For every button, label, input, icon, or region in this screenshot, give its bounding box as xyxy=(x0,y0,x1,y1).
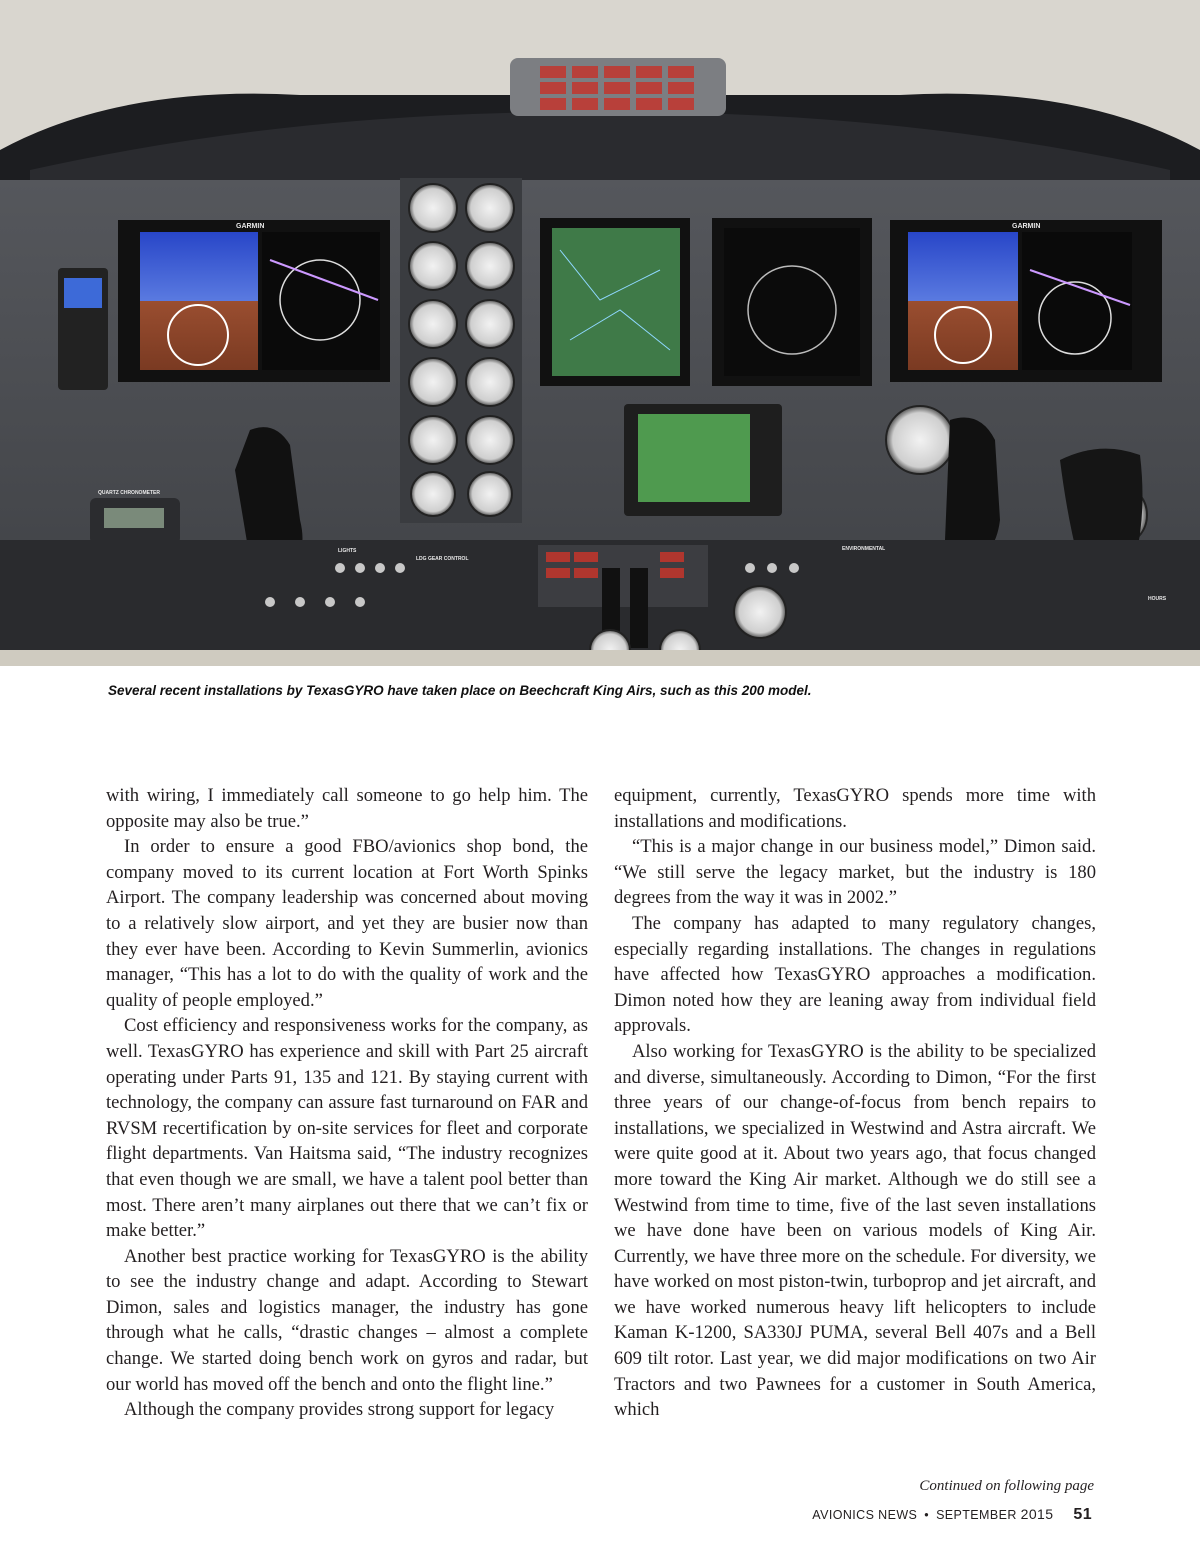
paragraph: The company has adapted to many regulatory changes, especially regarding installations. The changes in regulations have affected how TexasGYRO approaches a modification. Dimon noted how they are leaning away from individual field approvals. xyxy=(614,912,1096,1037)
paragraph: Cost efficiency and responsiveness works for the company, as well. TexasGYRO has experience and skill with Part 25 aircraft operating under Parts 91, 135 and 121. By staying current with technology, the company can assure fast turnaround on FAR and RVSM recertification by on-site services for fleet and corporate flight departments. Van Haitsma said, “The industry recognizes that even though we are small, we have a talent pool better than most. There aren’t many airplanes out there that we can’t fix or make better.” xyxy=(106,1015,588,1242)
article-column-right xyxy=(614,783,1096,1423)
footer-year: 2015 xyxy=(1020,1506,1054,1522)
cockpit-photo xyxy=(0,0,1200,666)
paragraph: Another best practice working for TexasGYRO is the ability to see the industry change and adapt. According to Stewart Dimon, sales and logistics manager, the industry has gone through what he calls, “drastic changes – almost a complete change. We started doing bench work on gyros and radar, but our world has moved off the bench and onto the flight line.” xyxy=(106,1245,588,1395)
panel-label-garmin-left: GARMIN xyxy=(236,223,265,230)
panel-label-hours: HOURS xyxy=(1148,596,1167,602)
paragraph: “This is a major change in our business model,” Dimon said. “We still serve the legacy market, but the industry is 180 degrees from the way it was in 2002.” xyxy=(614,836,1096,909)
paragraph: Although the company provides strong support for legacy xyxy=(124,1399,555,1421)
photo-caption: Several recent installations by TexasGYRO have taken place on Beechcraft King Airs, such as this 200 model. xyxy=(108,683,812,698)
page-number: 51 xyxy=(1073,1506,1092,1523)
footer-month: SEPTEMBER xyxy=(936,1508,1017,1522)
paragraph: Also working for TexasGYRO is the ability to be specialized and diverse, simultaneously. According to Dimon, “For the first three years of our change-of-focus from bench repairs to installations, we specialized in Westwind and Astra aircraft. We were quite good at it. About two years ago, that focus changed more toward the King Air market. Although we do still see a Westwind from time to time, five of the last seven installations we have done have been on various models of King Air. Currently, we have three more on the schedule. For diversity, we have worked on most piston-twin, turboprop and jet aircraft, and we have worked numerous heavy lift helicopters to include Kaman K-1200, SA330J PUMA, several Bell 407s and a Bell 609 tilt rotor. Last year, we did major modifications on two Air Tractors and two Pawnees for a customer in South America, which xyxy=(614,1040,1096,1421)
paragraph: In order to ensure a good FBO/avionics shop bond, the company moved to its current location at Fort Worth Spinks Airport. The company leadership was concerned about moving to a relatively slow airport, and yet they are busier now than they ever have been. According to Kevin Summerlin, avionics manager, “This has a lot to do with the quality of work and the quality of people employed.” xyxy=(106,836,588,1011)
footer-publication: AVIONICS NEWS xyxy=(812,1508,918,1522)
paragraph: equipment, currently, TexasGYRO spends more time with installations and modifications. xyxy=(614,785,1096,832)
footer-separator: • xyxy=(924,1508,930,1522)
panel-label-environmental: ENVIRONMENTAL xyxy=(842,546,886,552)
article-column-left xyxy=(106,783,588,1423)
panel-label-chronometer: QUARTZ CHRONOMETER xyxy=(98,490,160,496)
panel-label-garmin-right: GARMIN xyxy=(1012,223,1041,230)
panel-label-lights: LIGHTS xyxy=(338,548,357,554)
panel-label-gear-control: LDG GEAR CONTROL xyxy=(416,556,469,562)
paragraph: with wiring, I immediately call someone to go help him. The opposite may also be true.” xyxy=(106,785,588,832)
page-footer xyxy=(760,1506,1092,1524)
continued-note: Continued on following page xyxy=(919,1478,1094,1494)
